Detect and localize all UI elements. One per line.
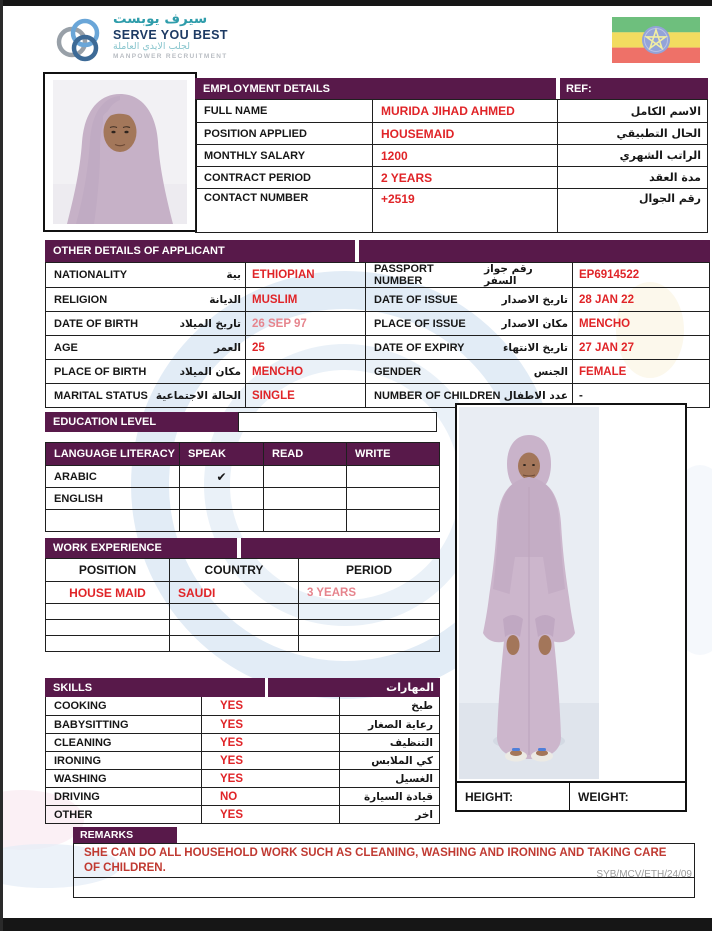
other-details-header-right <box>359 240 710 262</box>
cell-value <box>346 510 439 531</box>
cell-value <box>179 488 263 509</box>
field-value: EP6914522 <box>572 263 709 287</box>
field-value: 26 SEP 97 <box>245 312 365 335</box>
cell-value <box>263 466 346 487</box>
field-value: SINGLE <box>245 384 365 407</box>
cell-value <box>298 620 439 635</box>
language-name: ENGLISH <box>54 492 103 505</box>
field-value: 27 JAN 27 <box>572 336 709 359</box>
other-details-header <box>45 240 710 262</box>
field-label: PLACE OF BIRTH مكان الميلاد <box>54 365 241 378</box>
field-label: NATIONALITY بية <box>54 269 241 281</box>
table-row <box>46 619 439 635</box>
column-header: LANGUAGE LITERACY <box>54 448 175 460</box>
skill-label: CLEANING <box>54 736 112 749</box>
logo-title: SERVE YOU BEST <box>113 27 228 42</box>
cell-value <box>298 636 439 651</box>
table-row <box>196 188 707 232</box>
page-frame-bottom <box>0 918 712 931</box>
table-row <box>196 166 707 188</box>
field-value: HOUSEMAID <box>372 123 557 144</box>
education-level-section <box>45 412 437 432</box>
field-label: CONTRACT PERIOD <box>204 171 311 184</box>
work-experience-table <box>45 558 440 652</box>
field-value: 2 YEARS <box>372 167 557 188</box>
column-header: WRITE <box>346 443 439 465</box>
column-header: SPEAK <box>179 443 263 465</box>
column-header: READ <box>263 443 346 465</box>
table-header-row <box>46 559 439 581</box>
skill-label-arabic: كي الملابس <box>339 752 439 769</box>
cell-value <box>346 488 439 509</box>
skill-label: COOKING <box>54 700 107 712</box>
field-label: NUMBER OF CHILDREN عدد الاطفال <box>365 384 572 407</box>
checkmark-icon: ✔ <box>179 466 263 487</box>
table-row <box>46 751 439 769</box>
field-value: +2519 <box>372 189 557 232</box>
table-row <box>46 715 439 733</box>
cell-value <box>169 620 298 635</box>
table-row <box>46 787 439 805</box>
table-row <box>196 144 707 166</box>
employment-details-header <box>195 78 708 99</box>
field-label: FULL NAME <box>204 105 268 117</box>
field-label: RELIGION الديانة <box>54 293 241 306</box>
table-row <box>46 805 439 823</box>
column-header: COUNTRY <box>169 559 298 581</box>
field-value: MENCHO <box>245 360 365 383</box>
interlocking-circles-logo-icon <box>52 12 106 71</box>
skill-label-arabic: قيادة السيارة <box>339 788 439 805</box>
logo-arabic-title: سيرف يوبست <box>113 11 208 27</box>
page-frame-left <box>0 0 3 931</box>
employment-details-title: EMPLOYMENT DETAILS <box>195 78 556 99</box>
skill-value: NO <box>201 788 339 805</box>
skill-label: DRIVING <box>54 790 100 803</box>
skill-label-arabic: رعاية الصغار <box>339 716 439 733</box>
logo-arabic-subtitle: لجلب الايدي العاملة <box>113 40 191 52</box>
cell-value <box>346 466 439 487</box>
table-row <box>46 603 439 619</box>
field-label-arabic: الاسم الكامل <box>557 100 707 122</box>
logo-subtitle: MANPOWER RECRUITMENT <box>113 52 228 60</box>
table-row <box>46 769 439 787</box>
cell-value: 3 YEARS <box>298 582 439 603</box>
employment-details-section <box>195 78 708 233</box>
skill-value: YES <box>201 734 339 751</box>
field-label: PASSPORT NUMBER رقم جواز السفر <box>365 263 572 287</box>
skill-label-arabic: التنظيف <box>339 734 439 751</box>
applicant-portrait-photo <box>43 72 197 232</box>
table-row <box>46 359 709 383</box>
applicant-fullbody-photo <box>455 403 687 783</box>
field-label-arabic: رقم الجوال <box>557 189 707 232</box>
column-header: PERIOD <box>298 559 439 581</box>
document-reference-code: SYB/MCV/ETH/24/09 <box>596 869 692 880</box>
table-row <box>46 697 439 715</box>
skills-title: SKILLS <box>45 678 265 697</box>
language-name <box>46 510 179 531</box>
ethiopia-flag-icon <box>612 17 700 63</box>
table-row <box>46 509 439 531</box>
skills-title-arabic: المهارات <box>268 678 440 697</box>
remarks-text: SHE CAN DO ALL HOUSEHOLD WORK SUCH AS CLEANING, WASHING AND IRONING AND TAKING CARE OF CHILDREN. <box>74 844 694 878</box>
skills-table <box>45 697 440 824</box>
skill-value: YES <box>201 716 339 733</box>
cell-value <box>263 488 346 509</box>
cell-value <box>46 636 169 651</box>
skill-label-arabic: الغسيل <box>339 770 439 787</box>
cell-value <box>46 620 169 635</box>
field-label: DATE OF ISSUE تاريخ الاصدار <box>365 288 572 311</box>
cell-value <box>169 636 298 651</box>
field-label: GENDER الجنس <box>365 360 572 383</box>
work-experience-title: WORK EXPERIENCE <box>45 538 237 558</box>
height-label: HEIGHT: <box>457 783 570 810</box>
skill-value: YES <box>201 806 339 823</box>
table-row <box>46 635 439 651</box>
field-label: DATE OF BIRTH تاريخ الميلاد <box>54 317 241 330</box>
language-name: ARABIC <box>54 470 97 483</box>
remarks-title: REMARKS <box>73 827 177 843</box>
field-label: MONTHLY SALARY <box>204 149 306 162</box>
cell-value <box>46 604 169 619</box>
field-value: 28 JAN 22 <box>572 288 709 311</box>
field-label-arabic: الراتب الشهري <box>557 145 707 166</box>
work-experience-header-right <box>241 538 440 558</box>
work-experience-header <box>45 538 440 558</box>
other-details-section <box>45 240 710 408</box>
table-row <box>46 487 439 509</box>
cell-value <box>298 604 439 619</box>
table-row <box>46 335 709 359</box>
page-frame-top <box>0 0 712 6</box>
skill-value: YES <box>201 770 339 787</box>
cell-value <box>169 604 298 619</box>
field-value: - <box>572 384 709 407</box>
skill-label-arabic: اخر <box>339 806 439 823</box>
other-details-title: OTHER DETAILS OF APPLICANT <box>45 240 355 262</box>
table-row <box>46 263 709 287</box>
language-literacy-table <box>45 442 440 532</box>
cell-value: HOUSE MAID <box>69 585 146 600</box>
table-row <box>46 733 439 751</box>
cell-value: SAUDI <box>169 582 298 603</box>
field-value: MENCHO <box>572 312 709 335</box>
cell-value <box>179 510 263 531</box>
skill-value: YES <box>201 752 339 769</box>
column-header: POSITION <box>78 563 137 577</box>
skill-label: BABYSITTING <box>54 718 129 731</box>
field-label: CONTACT NUMBER <box>204 192 309 204</box>
employment-details-table <box>195 99 708 233</box>
education-level-value <box>238 412 437 432</box>
ref-label: REF: <box>560 78 708 99</box>
field-label: MARITAL STATUS الحالة الاجتماعية <box>54 389 241 402</box>
field-value: ETHIOPIAN <box>245 263 365 287</box>
table-row <box>46 287 709 311</box>
skill-value: YES <box>201 697 339 715</box>
skill-label: IRONING <box>54 754 102 767</box>
field-value: 1200 <box>372 145 557 166</box>
skill-label: WASHING <box>54 772 107 785</box>
agency-logo <box>52 12 228 71</box>
table-row <box>46 465 439 487</box>
skills-header <box>45 678 440 697</box>
other-details-table <box>45 262 710 408</box>
field-label: POSITION APPLIED <box>204 127 307 140</box>
field-value: MURIDA JIHAD AHMED <box>372 100 557 122</box>
table-row <box>196 100 707 122</box>
field-value: FEMALE <box>572 360 709 383</box>
cell-value <box>263 510 346 531</box>
skill-label-arabic: طبخ <box>339 697 439 715</box>
education-level-title: EDUCATION LEVEL <box>45 412 238 432</box>
field-label: DATE OF EXPIRY تاريخ الانتهاء <box>365 336 572 359</box>
table-row <box>46 581 439 603</box>
field-label: AGE العمر <box>54 341 241 354</box>
field-label-arabic: الحال التطبيقي <box>557 123 707 144</box>
skill-label: OTHER <box>54 808 93 821</box>
table-header-row <box>46 443 439 465</box>
field-value: MUSLIM <box>245 288 365 311</box>
field-label: PLACE OF ISSUE مكان الاصدار <box>365 312 572 335</box>
field-value: 25 <box>245 336 365 359</box>
table-row <box>196 122 707 144</box>
weight-label: WEIGHT: <box>578 789 629 804</box>
field-label-arabic: مدة العقد <box>557 167 707 188</box>
table-row <box>46 311 709 335</box>
height-weight-row <box>455 783 687 812</box>
